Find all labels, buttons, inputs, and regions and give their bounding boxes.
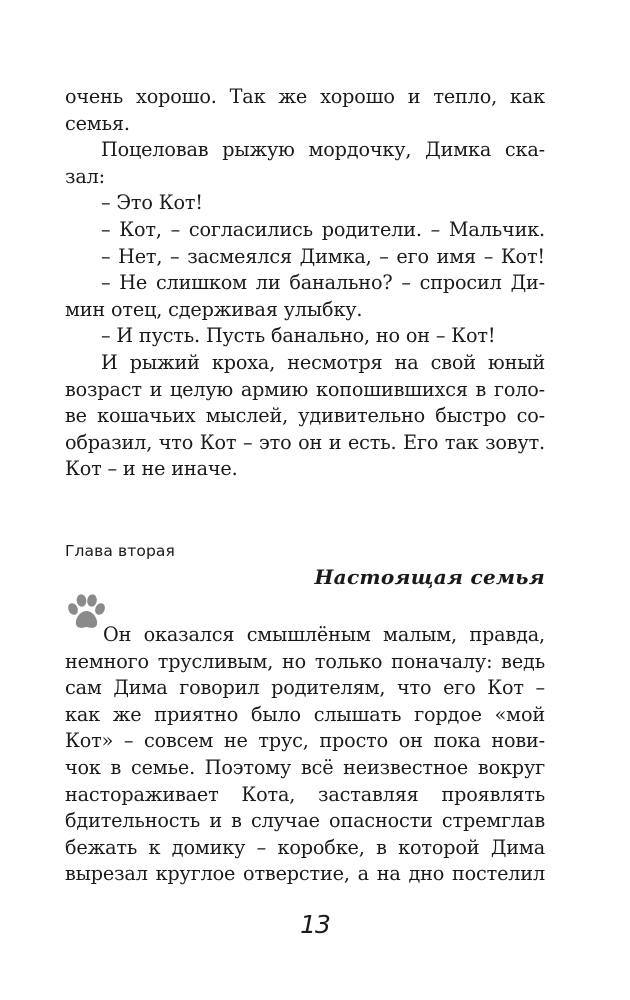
text-line: настораживает Кота, заставляя проявлять (65, 782, 545, 806)
text-line: зал: (65, 164, 105, 188)
text-line: Поцеловав рыжую мордочку, Димка ска- (101, 138, 545, 162)
text-line: как же приятно было слышать гордое «мой (65, 702, 545, 726)
text-line: семья. (65, 111, 130, 135)
text-line: ве кошачьих мыслей, удивительно быстро со- (65, 404, 545, 428)
text-line: сам Дима говорил родителям, что его Кот – (65, 676, 545, 700)
chapter-label: Глава вторая (65, 542, 175, 560)
text-line: очень хорошо. Так же хорошо и тепло, как (65, 85, 545, 108)
body-text-top (65, 84, 545, 483)
chapter-title: Настоящая семья (314, 565, 545, 589)
text-line: чок в семье. Поэтому всё неизвестное вокруг (65, 755, 545, 779)
body-text-bottom (65, 622, 545, 888)
text-line: – Не слишком ли банально? – спросил Ди- (101, 271, 545, 295)
text-line: И рыжий кроха, несмотря на свой юный (101, 350, 545, 374)
text-line: бежать к домику – коробке, в которой Дима (65, 835, 545, 859)
text-line: Кот» – совсем не трус, просто он пока нови- (65, 729, 545, 753)
text-line: образил, что Кот – это он и есть. Его так зовут. (65, 430, 545, 454)
text-line: бдительность и в случае опасности стремглав (65, 809, 545, 833)
text-line: – Нет, – засмеялся Димка, – его имя – Кот! (101, 244, 545, 268)
text-line: немного трусливым, но только поначалу: ведь (65, 649, 545, 673)
page-number: 13 (300, 910, 330, 939)
text-line: – Это Кот! (101, 191, 203, 215)
text-line: Кот – и не иначе. (65, 457, 238, 481)
text-line: мин отец, сдерживая улыбку. (65, 297, 363, 321)
text-line: возраст и целую армию копошившихся в голо- (65, 377, 545, 401)
text-line: вырезал круглое отверстие, а на дно постелил (65, 862, 545, 886)
text-line: – Кот, – согласились родители. – Мальчик. (101, 217, 545, 241)
text-line: Он оказался смышлёным малым, правда, (103, 623, 545, 646)
text-line: – И пусть. Пусть банально, но он – Кот! (101, 324, 496, 348)
